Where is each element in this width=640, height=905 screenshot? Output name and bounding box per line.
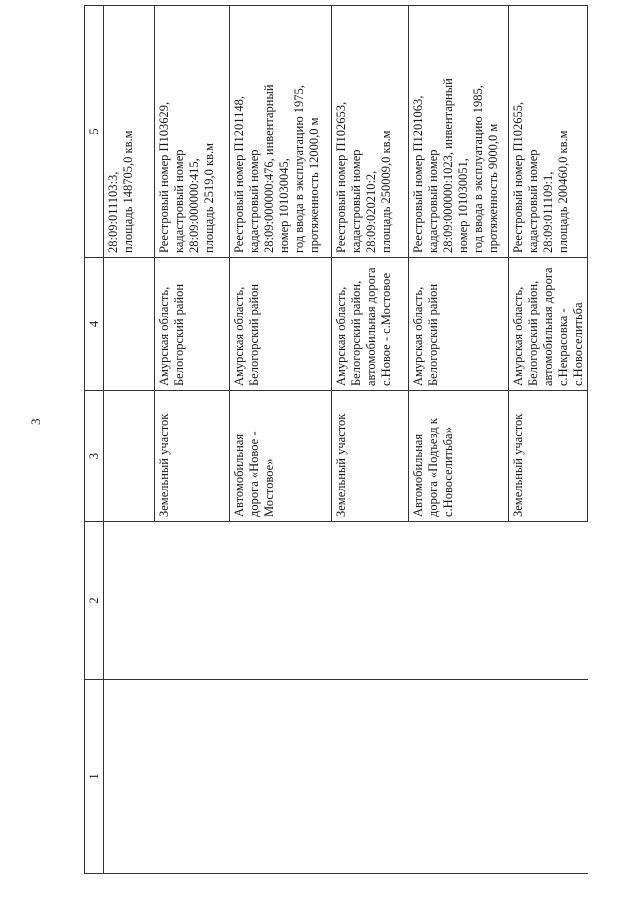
cell-text-line: Реестровый номер П1201148, [232, 96, 246, 253]
table-row [509, 6, 588, 874]
cell-text-line: дорога «Подъезд к [426, 418, 440, 517]
cell-text-line: площадь 250009,0 кв.м [379, 130, 393, 253]
empty-cell [509, 680, 588, 874]
cell-text-line: 28:09:011103:3, [106, 171, 120, 253]
empty-cell [104, 680, 155, 874]
characteristics-cell [155, 6, 230, 258]
object-name-cell [509, 391, 588, 522]
cell-text-line: кадастровый номер [426, 149, 440, 253]
empty-cell [409, 522, 509, 680]
cell-text-line: Реестровый номер П102653, [334, 101, 348, 253]
empty-cell [332, 680, 409, 874]
cell-text-line: кадастровый номер [172, 149, 186, 253]
cell-text-line: с.Новоселитьба» [441, 427, 455, 517]
cell-text-line: с.Новоселитьба [571, 302, 585, 386]
table-row [332, 6, 409, 874]
table-row [104, 6, 155, 874]
column-number: 4 [85, 258, 104, 391]
characteristics-cell [332, 6, 409, 258]
table-row [155, 6, 230, 874]
cell-text-line: Автомобильная [411, 433, 425, 517]
column-number: 2 [85, 522, 104, 680]
cell-text-line: Реестровый номер П1201063, [411, 95, 425, 253]
address-cell [230, 258, 332, 391]
cell-text-line: Автомобильная [232, 433, 246, 517]
cell-text-line: Белогорский район [247, 283, 261, 386]
address-cell [332, 258, 409, 391]
cell-text-line: Амурская область, [157, 286, 171, 386]
cell-text-line: дорога «Новое - [247, 431, 261, 517]
cell-text-line: Белогорский район, [526, 280, 540, 386]
cell-text-line: кадастровый номер [349, 149, 363, 253]
cell-text-line: год ввода в эксплуатацию 1985, [471, 85, 485, 253]
table-row [409, 6, 509, 874]
cell-text-line: 28:09:020210:2, [364, 170, 378, 253]
cell-text-line: Земельный участок [334, 413, 348, 517]
cell-text-line: номер 101030045, [277, 158, 291, 253]
empty-cell [230, 680, 332, 874]
object-name-cell [332, 391, 409, 522]
property-registry-table [84, 5, 588, 874]
column-number-row [85, 6, 104, 874]
cell-text-line: Земельный участок [157, 413, 171, 517]
empty-cell [155, 522, 230, 680]
cell-text-line: протяженность 12000,0 м [307, 117, 321, 253]
object-name-cell [230, 391, 332, 522]
cell-text-line: с.Новое - с.Мостовое [379, 272, 393, 386]
cell-text-line: год ввода в эксплуатацию 1975, [292, 85, 306, 253]
address-cell [104, 258, 155, 391]
address-cell [509, 258, 588, 391]
empty-cell [409, 680, 509, 874]
address-cell [409, 258, 509, 391]
cell-text-line: номер 101030051, [456, 158, 470, 253]
empty-cell [155, 680, 230, 874]
cell-text-line: Белогорский район [172, 283, 186, 386]
cell-text-line: Амурская область, [334, 286, 348, 386]
cell-text-line: Мостовое» [262, 458, 276, 517]
cell-text-line: протяженность 9000,0 м [486, 123, 500, 253]
table-row [230, 6, 332, 874]
column-number: 5 [85, 6, 104, 258]
empty-cell [332, 522, 409, 680]
object-name-cell [409, 391, 509, 522]
characteristics-cell [104, 6, 155, 258]
cell-text-line: Амурская область, [511, 286, 525, 386]
cell-text-line: 28:09:000000:1023, инвентарный [441, 78, 455, 253]
empty-cell [104, 522, 155, 680]
cell-text-line: площадь 148705,0 кв.м [121, 130, 135, 253]
cell-text-line: автомобильная дорога [541, 267, 555, 386]
address-cell [155, 258, 230, 391]
cell-text-line: Амурская область, [411, 286, 425, 386]
column-number: 3 [85, 391, 104, 522]
cell-text-line: Белогорский район [426, 283, 440, 386]
cell-text-line: Белогорский район, [349, 280, 363, 386]
characteristics-cell [509, 6, 588, 258]
empty-cell [509, 522, 588, 680]
cell-text-line: 28:09:000000:415, [187, 158, 201, 253]
cell-text-line: 28:09:000000:476, инвентарный [262, 84, 276, 253]
cell-text-line: автомобильная дорога [364, 267, 378, 386]
cell-text-line: Реестровый номер П102655, [511, 101, 525, 253]
column-number: 1 [85, 680, 104, 874]
cell-text-line: Амурская область, [232, 286, 246, 386]
characteristics-cell [230, 6, 332, 258]
object-name-cell [155, 391, 230, 522]
cell-text-line: кадастровый номер [526, 149, 540, 253]
page-number: 3 [28, 418, 43, 425]
object-name-cell [104, 391, 155, 522]
cell-text-line: площадь 2519,0 кв.м [202, 142, 216, 253]
cell-text-line: с.Некрасовка - [556, 308, 570, 386]
cell-text-line: Земельный участок [511, 413, 525, 517]
characteristics-cell [409, 6, 509, 258]
cell-text-line: кадастровый номер [247, 149, 261, 253]
empty-cell [230, 522, 332, 680]
cell-text-line: 28:09:011109:1, [541, 171, 555, 253]
cell-text-line: площадь 200460,0 кв.м [556, 130, 570, 253]
cell-text-line: Реестровый номер П103629, [157, 101, 171, 253]
